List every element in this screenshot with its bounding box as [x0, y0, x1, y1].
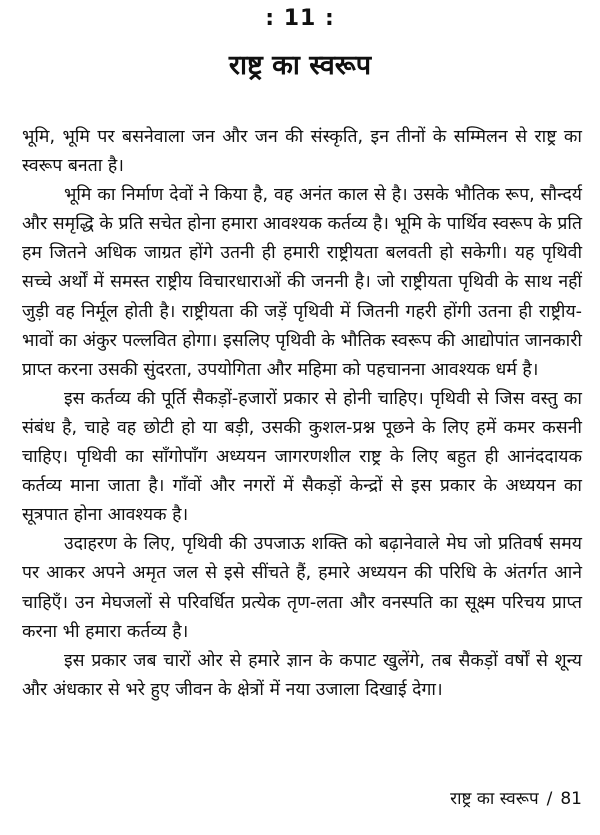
page-number: 81: [560, 789, 582, 809]
paragraph: इस कर्तव्य की पूर्ति सैकड़ों-हजारों प्रकार से होनी चाहिए। पृथिवी से जिस वस्तु का संबंध है, चाहे वह छोटी हो या बड़ी, उसकी कुशल-प्रश्न पूछने के लिए हमें कमर कसनी चाहिए। पृथिवी का साँगोपाँग अध्ययन जागरणशील राष्ट्र के लिए बहुत ही आनंददायक कर्तव्य माना जाता है। गाँवों और नगरों में सैकड़ों केन्द्रों से इस प्रकार के अध्ययन का सूत्रपात होना आवश्यक है।: [22, 388, 582, 526]
running-title: राष्ट्र का स्वरूप: [450, 789, 539, 809]
page-footer: [450, 786, 582, 812]
paragraph: इस प्रकार जब चारों ओर से हमारे ज्ञान के कपाट खुलेंगे, तब सैकड़ों वर्षों से शून्य और अंधकार से भरे हुए जीवन के क्षेत्रों में नया उजाला दिखाई देगा।: [22, 650, 582, 700]
paragraph: भूमि, भूमि पर बसनेवाला जन और जन की संस्कृति, इन तीनों के सम्मिलन से राष्ट्र का स्वरूप बनता है।: [22, 127, 582, 177]
paragraph: भूमि का निर्माण देवों ने किया है, वह अनंत काल से है। उसके भौतिक रूप, सौन्दर्य और समृद्धि के प्रति सचेत होना हमारा आवश्यक कर्तव्य है। भूमि के पार्थिव स्वरूप के प्रति हम जितने अधिक जाग्रत होंगे उतनी ही हमारी राष्ट्रीयता बलवती हो सकेगी। यह पृथिवी सच्चे अर्थों में समस्त राष्ट्रीय विचारधाराओं की जननी है। जो राष्ट्रीयता पृथिवी के साथ नहीं जुड़ी वह निर्मूल होती है। राष्ट्रीयता की जड़ें पृथिवी में जितनी गहरी होंगी उतना ही राष्ट्रीय-भावों का अंकुर पल्लवित होगा। इसलिए पृथिवी के भौतिक स्वरूप की आद्योपांत जानकारी प्राप्त करना उसकी सुंदरता, उपयोगिता और महिमा को पहचानना आवश्यक धर्म है।: [22, 185, 582, 380]
chapter-title: राष्ट्र का स्वरूप: [228, 50, 372, 81]
footer-separator: /: [546, 789, 553, 809]
chapter-body: [22, 123, 582, 705]
chapter-number: : 11 :: [265, 6, 335, 31]
paragraph: उदाहरण के लिए, पृथिवी की उपजाऊ शक्ति को बढ़ानेवाले मेघ जो प्रतिवर्ष समय पर आकर अपने अमृत जल से इसे सींचते हैं, हमारे अध्ययन की परिधि के अंतर्गत आने चाहिएँ। उन मेघजलों से परिवर्धित प्रत्येक तृण-लता और वनस्पति का सूक्ष्म परिचय प्राप्त करना भी हमारा कर्तव्य है।: [22, 534, 582, 642]
